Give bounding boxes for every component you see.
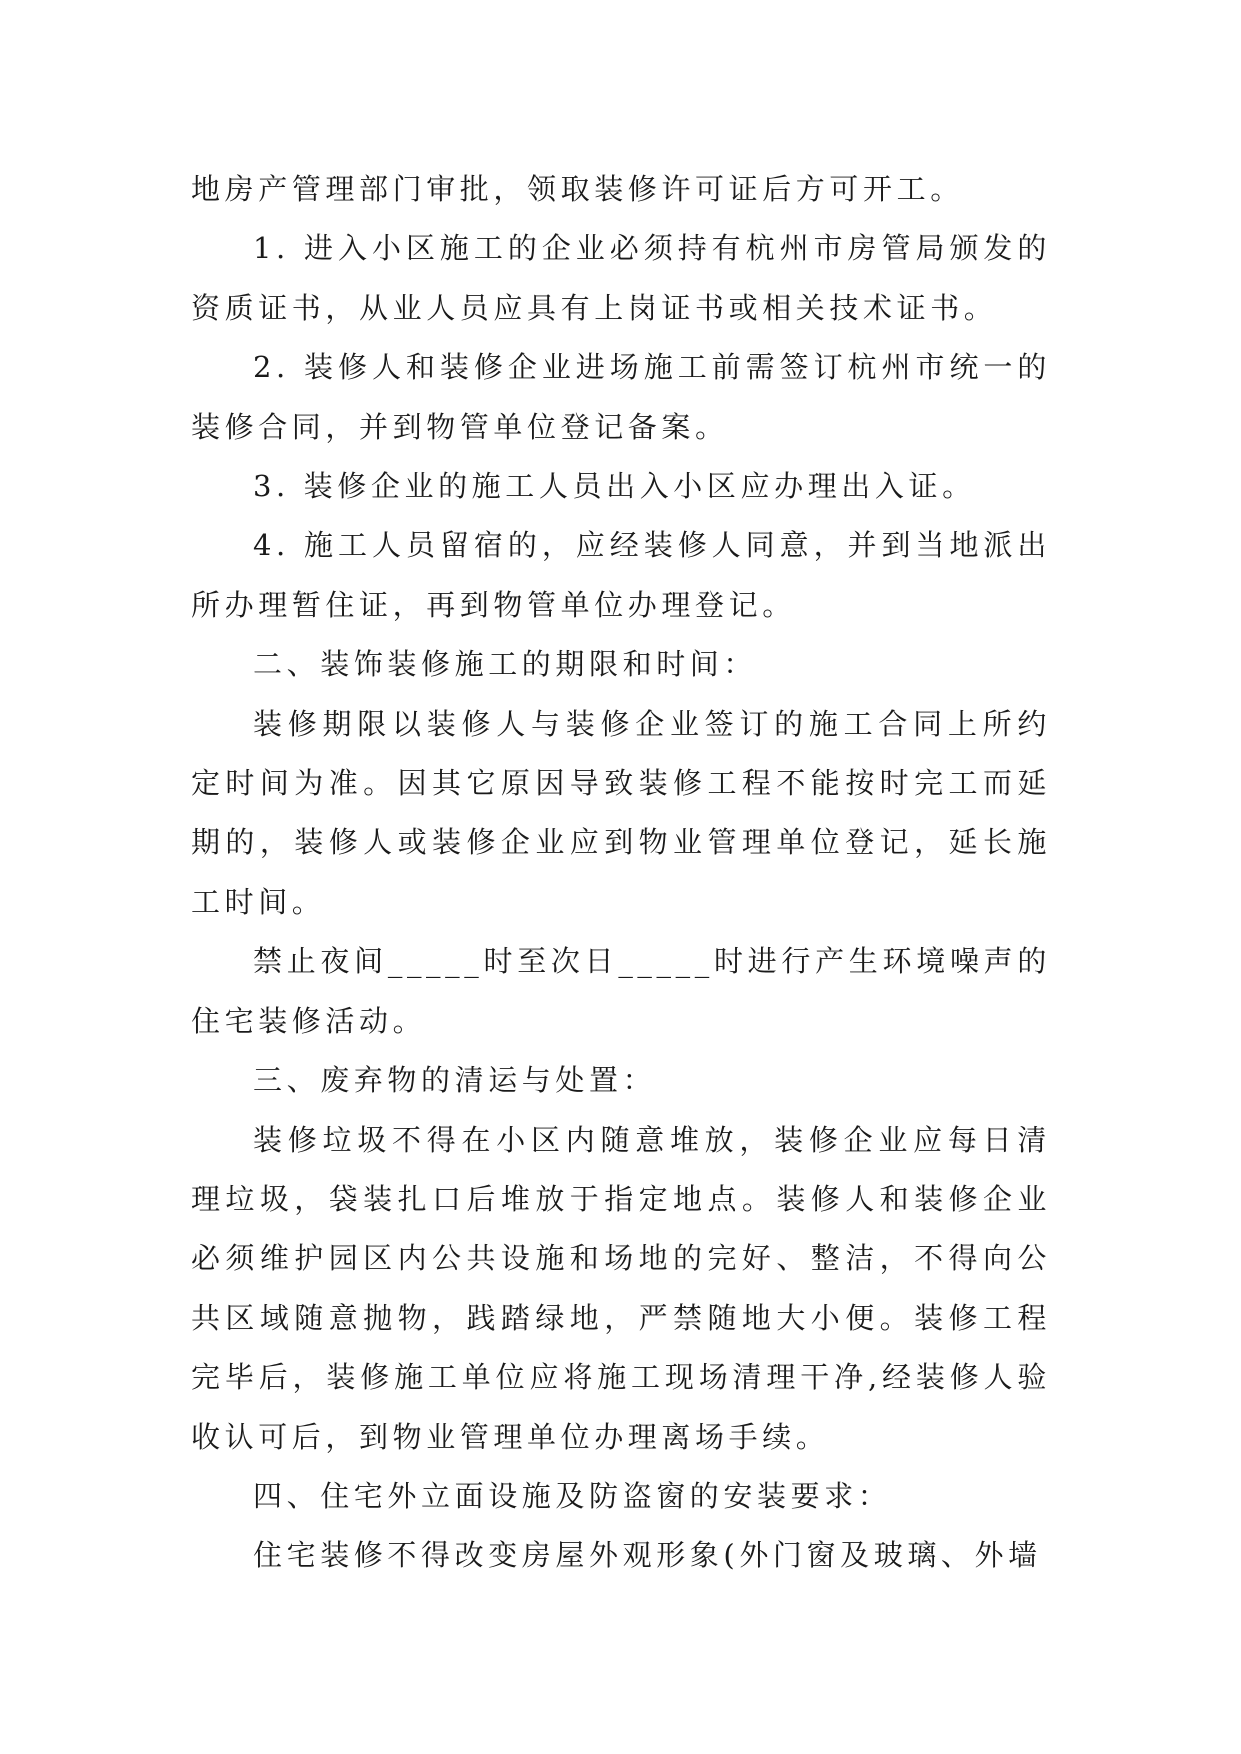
paragraph-item-3: 3. 装修企业的施工人员出入小区应办理出入证。 <box>253 469 976 504</box>
paragraph-waste: 装修垃圾不得在小区内随意堆放，装修企业应每日清理垃圾，袋装扎口后堆放于指定地点。装修人和装修企业必须维护园区内公共设施和场地的完好、整洁，不得向公共区域随意抛物，践踏绿地，严禁随地大小便。装修工程完毕后，装修施工单位应将施工现场清理干净,经装修人验收认可后，到物业管理单位办理离场手续。 <box>191 1122 1051 1454</box>
section-heading-4: 四、住宅外立面设施及防盗窗的安装要求： <box>253 1478 892 1513</box>
paragraph-item-4: 4. 施工人员留宿的，应经装修人同意，并到当地派出所办理暂住证，再到物管单位办理登记。 <box>191 528 1051 622</box>
section-heading-3: 三、废弃物的清运与处置： <box>253 1063 657 1098</box>
paragraph-period: 装修期限以装修人与装修企业签订的施工合同上所约定时间为准。因其它原因导致装修工程不能按时完工而延期的，装修人或装修企业应到物业管理单位登记，延长施工时间。 <box>191 706 1051 919</box>
paragraph-approval-continuation: 地房产管理部门审批，领取装修许可证后方可开工。 <box>191 172 964 206</box>
paragraph-night-ban: 禁止夜间_____时至次日_____时进行产生环境噪声的住宅装修活动。 <box>191 944 1051 1038</box>
paragraph-facade: 住宅装修不得改变房屋外观形象(外门窗及玻璃、外墙 <box>253 1538 1042 1573</box>
paragraph-item-2: 2. 装修人和装修企业进场施工前需签订杭州市统一的装修合同，并到物管单位登记备案。 <box>191 350 1051 444</box>
section-heading-2: 二、装饰装修施工的期限和时间： <box>253 647 758 682</box>
document-body <box>191 160 1051 1586</box>
paragraph-item-1: 1. 进入小区施工的企业必须持有杭州市房管局颁发的资质证书，从业人员应具有上岗证书或相关技术证书。 <box>191 231 1051 325</box>
